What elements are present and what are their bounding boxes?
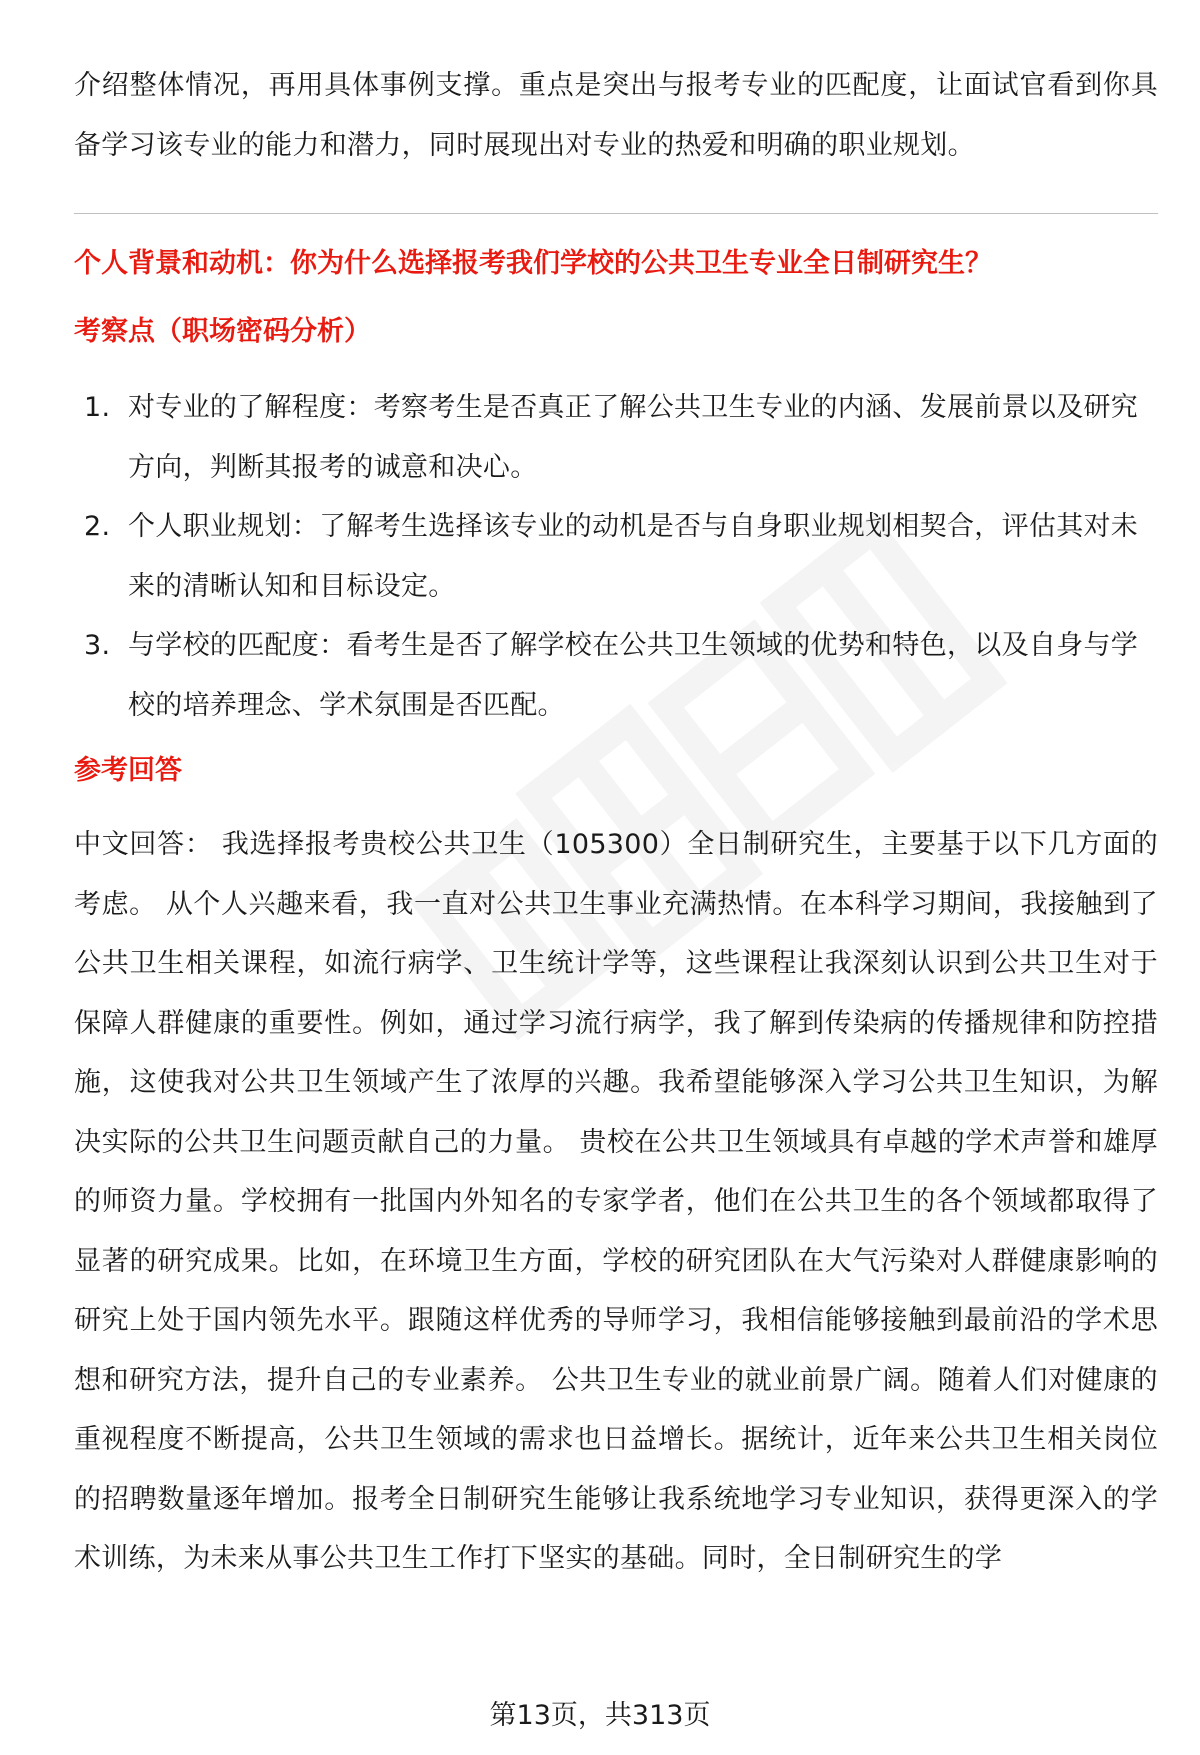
list-item-text: 对专业的了解程度：考察考生是否真正了解公共卫生专业的内涵、发展前景以及研究方向，判断其报考的诚意和决心。 <box>128 392 1139 483</box>
exam-points-heading: 考察点（职场密码分析） <box>74 316 371 347</box>
reference-answer-heading: 参考回答 <box>74 755 182 786</box>
section-divider <box>74 213 1158 214</box>
intro-paragraph: 介绍整体情况，再用具体事例支撑。重点是突出与报考专业的匹配度，让面试官看到你具备学习该专业的能力和潜力，同时展现出对专业的热爱和明确的职业规划。 <box>74 70 1158 161</box>
list-item <box>74 616 1158 735</box>
document-page <box>74 56 1158 1589</box>
answer-paragraph: 中文回答： 我选择报考贵校公共卫生（105300）全日制研究生，主要基于以下几方面的考虑。 从个人兴趣来看，我一直对公共卫生事业充满热情。在本科学习期间，我接触到了公共卫生相关课程，如流行病学、卫生统计学等，这些课程让我深刻认识到公共卫生对于保障人群健康的重要性。例如，通过学习流行病学，我了解到传染病的传播规律和防控措施，这使我对公共卫生领域产生了浓厚的兴趣。我希望能够深入学习公共卫生知识，为解决实际的公共卫生问题贡献自己的力量。 贵校在公共卫生领域具有卓越的学术声誉和雄厚的师资力量。学校拥有一批国内外知名的专家学者，他们在公共卫生的各个领域都取得了显著的研究成果。比如，在环境卫生方面，学校的研究团队在大气污染对人群健康影响的研究上处于国内领先水平。跟随这样优秀的导师学习，我相信能够接触到最前沿的学术思想和研究方法，提升自己的专业素养。 公共卫生专业的就业前景广阔。随着人们对健康的重视程度不断提高，公共卫生领域的需求也日益增长。据统计，近年来公共卫生相关岗位的招聘数量逐年增加。报考全日制研究生能够让我系统地学习专业知识，获得更深入的学术训练，为未来从事公共卫生工作打下坚实的基础。同时，全日制研究生的学 <box>74 829 1158 1574</box>
list-item-text: 个人职业规划：了解考生选择该专业的动机是否与自身职业规划相契合，评估其对未来的清晰认知和目标设定。 <box>128 511 1139 602</box>
list-item-number: 3. <box>84 630 111 661</box>
list-item <box>74 497 1158 616</box>
page-number-footer: 第13页，共313页 <box>489 1700 711 1731</box>
exam-points-list <box>74 378 1158 735</box>
list-item <box>74 378 1158 497</box>
question-heading: 个人背景和动机：你为什么选择报考我们学校的公共卫生专业全日制研究生？ <box>74 248 992 279</box>
list-item-text: 与学校的匹配度：看考生是否了解学校在公共卫生领域的优势和特色，以及自身与学校的培养理念、学术氛围是否匹配。 <box>128 630 1139 721</box>
list-item-number: 1. <box>84 392 111 423</box>
list-item-number: 2. <box>84 511 111 542</box>
